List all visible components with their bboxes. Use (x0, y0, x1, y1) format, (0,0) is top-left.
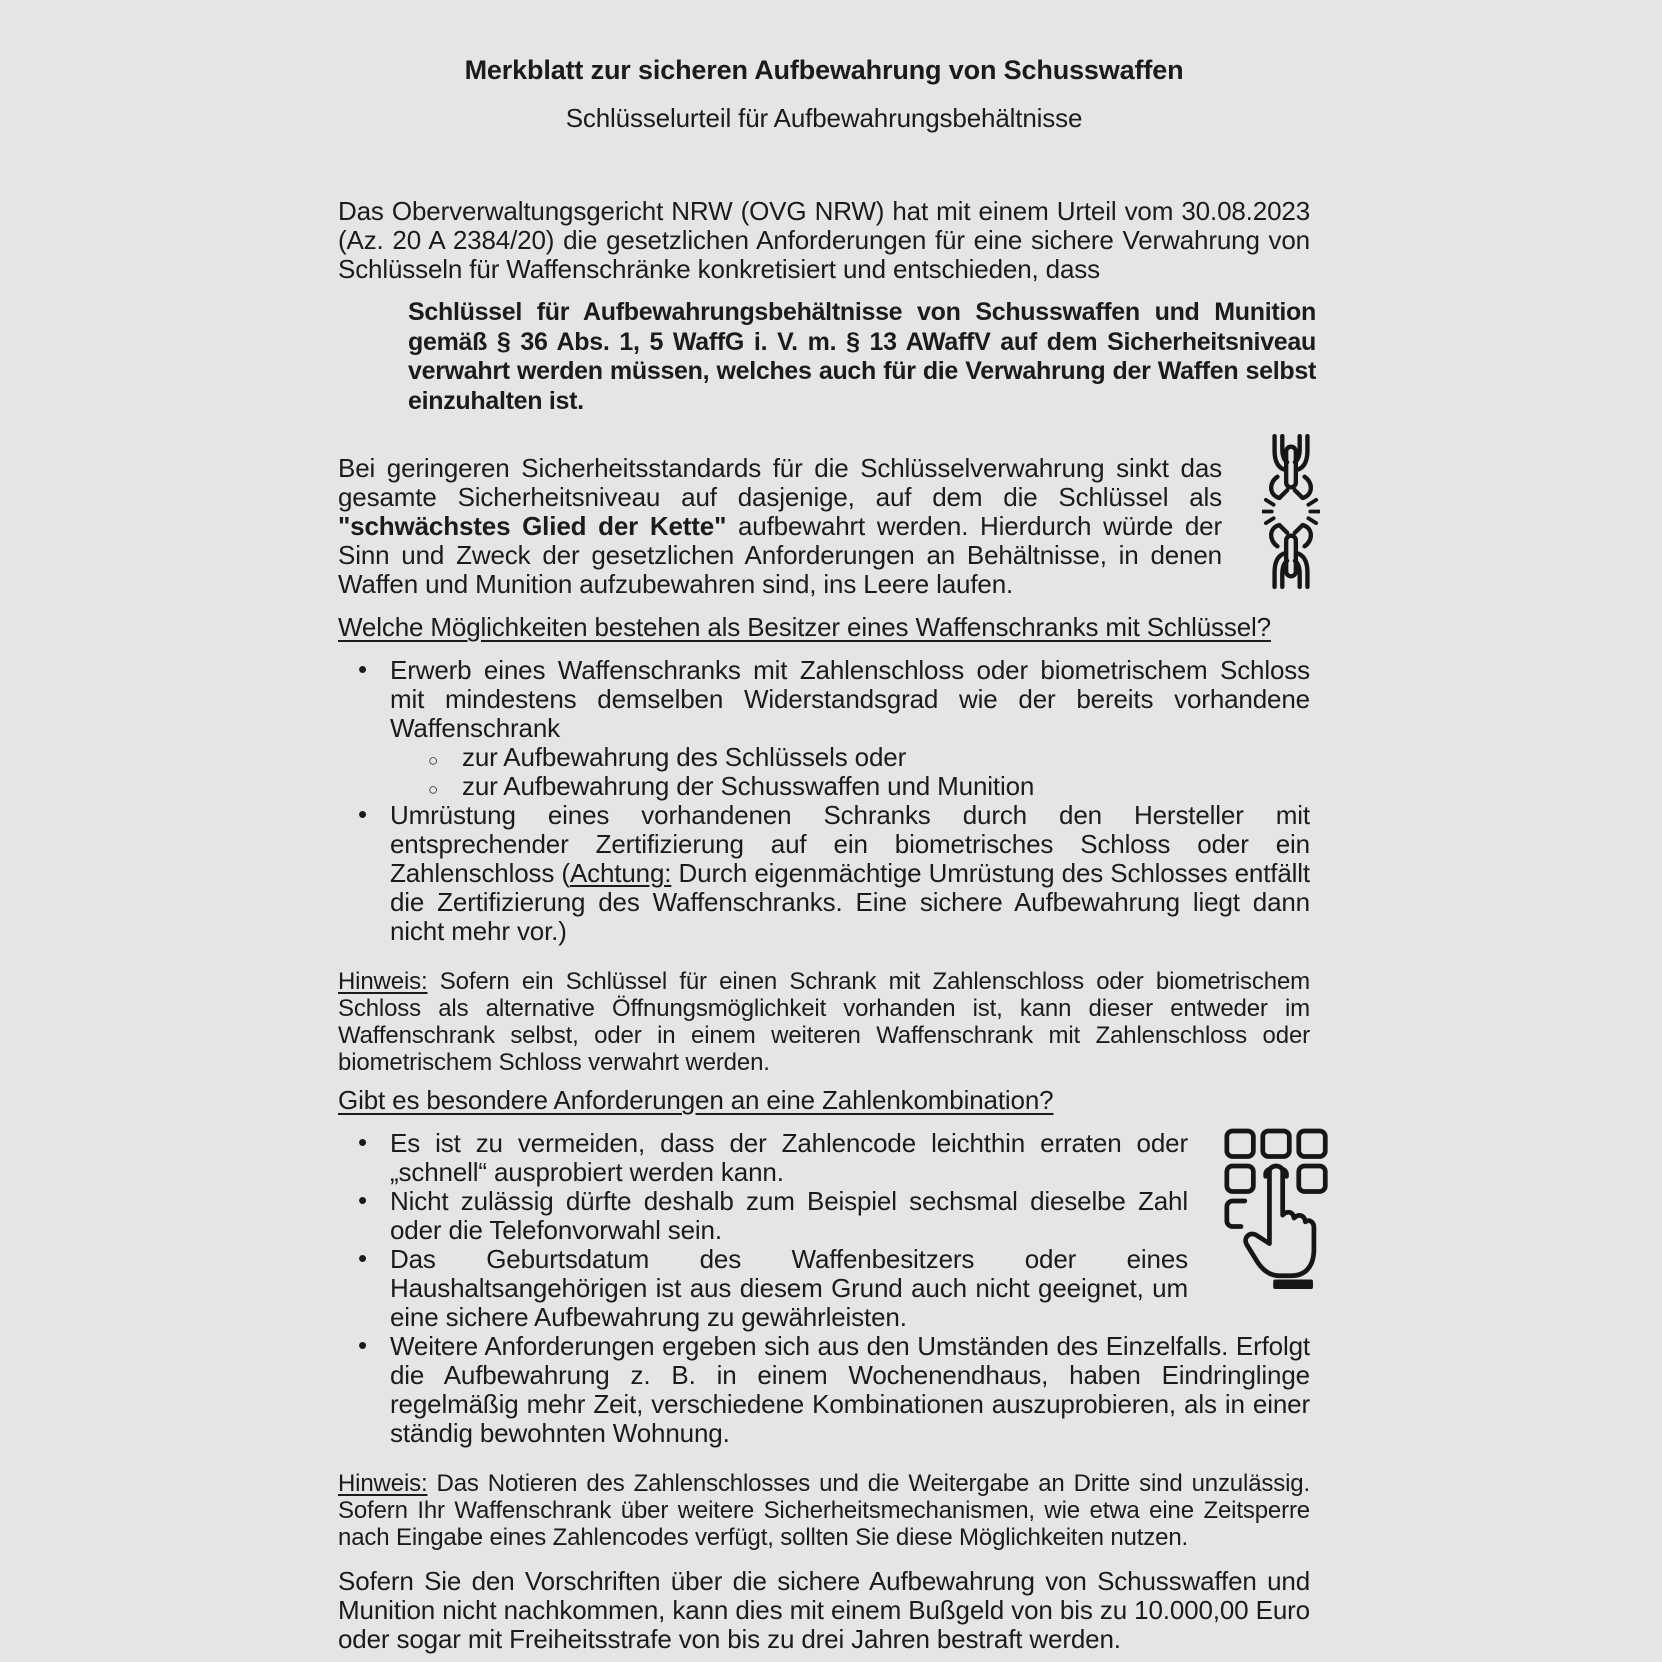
section1-bullet-list (338, 656, 1310, 946)
closing-paragraph: Sofern Sie den Vorschriften über die sichere Aufbewahrung von Schusswaffen und Munition nicht nachkommen, kann dies mit einem Bußgeld von bis zu 10.000,00 Euro oder sogar mit Freiheitsstrafe von bis zu drei Jahren bestraft werden. (338, 1566, 1310, 1654)
sub-list (390, 743, 1310, 801)
bullet-text: Weitere Anforderungen ergeben sich aus den Umständen des Einzelfalls. Erfolgt die Aufbewahrung z. B. in einem Wochenendhaus, haben Eindringlinge regelmäßig mehr Zeit, verschiedene Kombinationen auszuprobieren, als in einer ständig bewohnten Wohnung. (390, 1331, 1310, 1448)
bullet-text: Das Geburtsdatum des Waffenbesitzers oder eines Haushaltsangehörigen ist aus diesem Grund auch nicht geeignet, um eine sichere Aufbewahrung zu gewährleisten. (390, 1244, 1188, 1332)
bullet-text: Es ist zu vermeiden, dass der Zahlencode leichthin erraten oder „schnell“ ausprobiert werden kann. (390, 1128, 1188, 1187)
document-title: Merkblatt zur sicheren Aufbewahrung von Schusswaffen (464, 55, 1184, 85)
intro-paragraph: Das Oberverwaltungsgericht NRW (OVG NRW) hat mit einem Urteil vom 30.08.2023 (Az. 20 A 2384/20) die gesetzlichen Anforderungen für eine sichere Verwahrung von Schlüsseln für Waffenschränke konkretisiert und entschieden, dass (338, 196, 1310, 284)
hint-text: Sofern ein Schlüssel für einen Schrank mit Zahlenschloss oder biometrischem Schloss als alternative Öffnungsmöglichkeit vorhanden ist, kann dieser entweder im Waffenschrank selbst, oder in einem weiteren Waffenschrank mit Zahlenschloss oder biometrischem Schloss verwahrt werden. (338, 968, 1310, 1076)
list-item (338, 1187, 1310, 1245)
court-ruling-quote: Schlüssel für Aufbewahrungsbehältnisse von Schusswaffen und Munition gemäß § 36 Abs. 1, 5 WaffG i. V. m. § 13 AWaffV auf dem Sicherheitsniveau verwahrt werden müssen, welches auch für die Verwahrung der Waffen selbst einzuhalten ist. (408, 298, 1316, 415)
weak-link-paragraph (338, 454, 1310, 599)
list-item (390, 772, 1310, 801)
list-item (338, 1245, 1310, 1332)
broken-chain-icon (1262, 434, 1320, 589)
weak-link-text-pre: Bei geringeren Sicherheitsstandards für die Schlüsselverwahrung sinkt das gesamte Sicherheitsniveau auf dasjenige, auf dem die Schlüssel als (338, 453, 1222, 512)
list-item (338, 801, 1310, 946)
bullet-text: Umrüstung eines vorhandenen Schranks durch den Hersteller mit entsprechender Zertifizierung auf ein biometrisches Schloss oder ein Zahlenschloss ( (390, 800, 1310, 888)
bullet-text: Durch eigenmächtige Umrüstung des Schlosses entfällt die Zertifizierung des Waffenschranks. Eine sichere Aufbewahrung liegt dann nicht mehr vor.) (390, 858, 1311, 946)
list-item (338, 1332, 1310, 1448)
hint-text: Das Notieren des Zahlenschlosses und die Weitergabe an Dritte sind unzulässig. Sofern Ihr Waffenschrank über weitere Sicherheitsmechanismen, wie etwa eine Zeitsperre nach Eingabe eines Zahlencodes verfügt, sollten Sie diese Möglichkeiten nutzen. (338, 1470, 1310, 1551)
bullet-text: Erwerb eines Waffenschranks mit Zahlenschloss oder biometrischem Schloss mit mindestens demselben Widerstandsgrad wie der bereits vorhandene Waffenschrank (390, 655, 1310, 743)
document-body (338, 0, 1316, 1654)
weak-link-text-post: aufbewahrt werden. Hierdurch würde der Sinn und Zweck der gesetzlichen Anforderungen an Behältnisse, in denen Waffen und Munition aufzubewahren sind, ins Leere laufen. (338, 511, 1222, 599)
sub-bullet-text: zur Aufbewahrung der Schusswaffen und Munition (462, 771, 1035, 801)
section2-heading: Gibt es besondere Anforderungen an eine Zahlenkombination? (338, 1085, 1054, 1115)
document-subtitle: Schlüsselurteil für Aufbewahrungsbehältnisse (565, 103, 1083, 133)
list-item (338, 1129, 1310, 1187)
hint-label: Hinweis: (338, 1470, 428, 1497)
hint2-paragraph (338, 1470, 1310, 1551)
bullet-text: Nicht zulässig dürfte deshalb zum Beispiel sechsmal dieselbe Zahl oder die Telefonvorwahl sein. (390, 1186, 1188, 1245)
section1-heading: Welche Möglichkeiten bestehen als Besitzer eines Waffenschranks mit Schlüssel? (338, 612, 1271, 642)
hint1-paragraph (338, 968, 1310, 1076)
hint-label: Hinweis: (338, 968, 428, 995)
list-item (390, 743, 1310, 772)
weak-link-text-bold: "schwächstes Glied der Kette" (338, 511, 727, 541)
achtung-label: Achtung: (569, 858, 672, 888)
list-item (338, 656, 1310, 801)
section2-bullet-list (338, 1129, 1310, 1448)
sub-bullet-text: zur Aufbewahrung des Schlüssels oder (462, 742, 907, 772)
